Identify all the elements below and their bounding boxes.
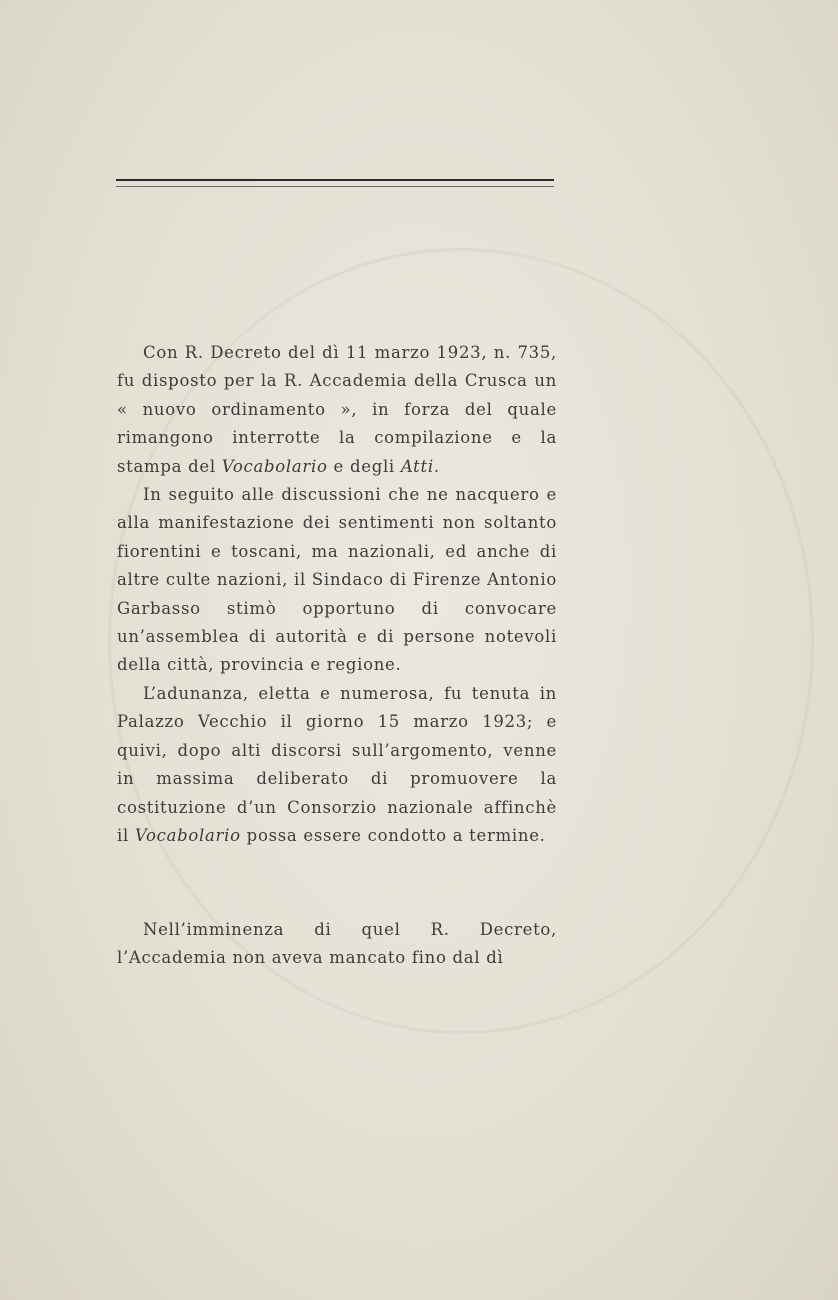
paragraph-1-text-b: e degli <box>327 456 401 476</box>
paragraph-3-text-a: L’adunanza, eletta e numerosa, fu tenuta in Palazzo Vecchio il giorno 15 marzo 1923; e quivi, dopo alti discorsi sull’argomento, venne in massima deliberato di promuovere la costituzione d’un Consorzio nazionale affinchè il <box>117 683 557 845</box>
header-rule-thin <box>116 186 554 187</box>
paragraph-1-italic-atti: Atti <box>400 456 434 476</box>
paragraph-1 <box>117 339 557 481</box>
paragraph-1-text-c: . <box>433 456 440 476</box>
header-rule-thick <box>116 179 554 181</box>
continuation-text <box>117 916 557 973</box>
main-text <box>117 339 557 850</box>
paragraph-3-italic-vocabolario: Vocabolario <box>134 825 241 845</box>
paragraph-4: Nell’imminenza di quel R. Decreto, l’Accademia non aveva mancato fino dal dì <box>117 920 557 968</box>
paragraph-1-text-a: Con R. Decreto del dì 11 marzo 1923, n. 735, fu disposto per la R. Accademia della Crusca un « nuovo ordinamento », in forza del quale rimangono interrotte la compilazione e la stampa del <box>117 343 557 476</box>
paragraph-2: In seguito alle discussioni che ne nacquero e alla manifestazione dei sentimenti non soltanto fiorentini e toscani, ma nazionali, ed anche di altre culte nazioni, il Sindaco di Firenze Antonio Garbasso stimò opportuno di convocare un’assemblea di autorità e di persone notevoli della città, provincia e regione. <box>117 485 557 675</box>
paragraph-3 <box>117 680 557 850</box>
paragraph-1-italic-vocabolario: Vocabolario <box>221 456 328 476</box>
paragraph-3-text-b: possa essere condotto a termine. <box>240 825 546 845</box>
